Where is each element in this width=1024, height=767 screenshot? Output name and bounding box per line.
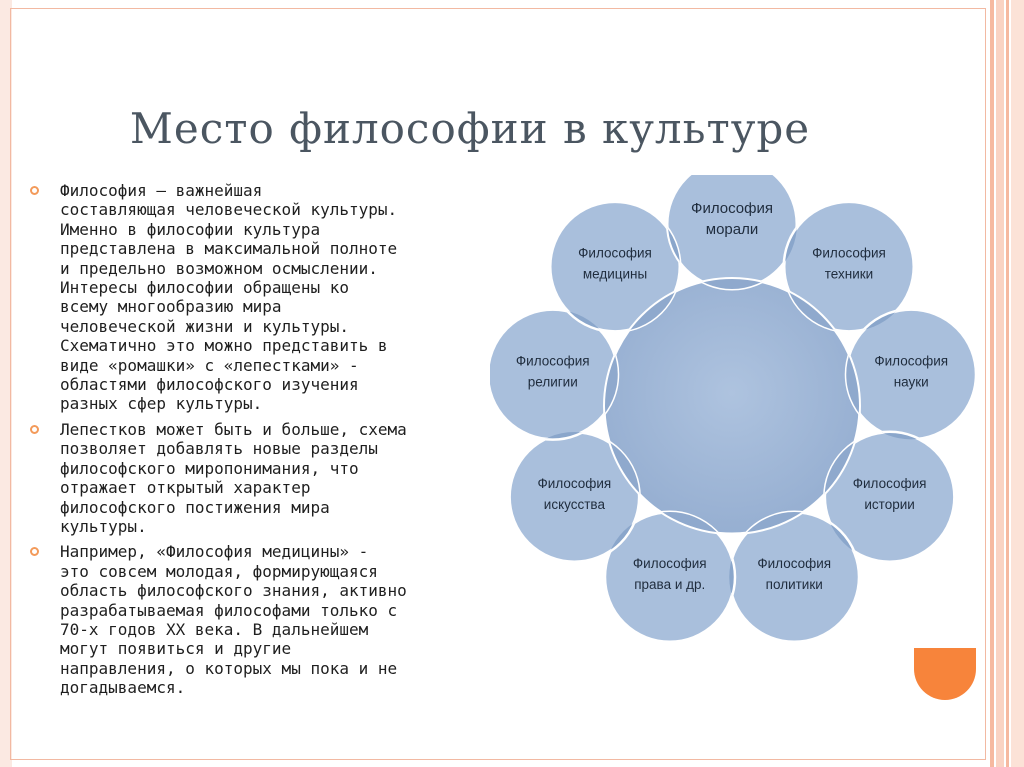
chamomile-diagram — [490, 175, 980, 655]
list-item — [30, 542, 485, 697]
petal-label: техники — [824, 266, 874, 282]
petal-label: истории — [864, 497, 915, 512]
petal-label: Философия — [691, 200, 773, 217]
list-item — [30, 420, 485, 536]
petal-label: Философия — [757, 556, 832, 572]
bullet-list — [30, 181, 485, 704]
petal-label: Философия — [537, 476, 612, 491]
petal-label: Философия — [515, 353, 590, 369]
petal-label: Философия — [852, 476, 927, 491]
petal-label: медицины — [582, 266, 648, 282]
list-item — [30, 181, 485, 414]
petal-label: Философия — [578, 245, 652, 261]
petal-label: права и др. — [634, 577, 706, 593]
petal-label: искусства — [543, 497, 605, 512]
right-stripe — [996, 0, 1004, 767]
bullet-text: Лепестков может быть и больше, схема позволяет добавлять новые разделы философского миропонимания, что отражает открытый характер философского постижения мира культуры. — [60, 419, 407, 536]
right-stripe — [1006, 0, 1009, 767]
petal-label: политики — [765, 577, 823, 593]
petal-label: морали — [705, 221, 759, 238]
petal-label: науки — [893, 374, 929, 390]
bullet-text: Например, «Философия медицины» - это совсем молодая, формирующаяся область философского знания, активно разрабатываемая философами только с 70-х годов XX века. В дальнейшем могут появиться и другие направления, о которых мы пока и не догадываемся. — [60, 542, 407, 698]
petal-label: Философия — [874, 353, 949, 369]
bullet-icon — [30, 547, 39, 556]
bullet-icon — [30, 425, 39, 434]
petal-label: религии — [527, 374, 578, 390]
petal-label: Философия — [632, 556, 707, 572]
page-title: Место философии в культуре — [129, 104, 811, 153]
right-stripe — [1011, 0, 1024, 767]
bullet-icon — [30, 186, 39, 195]
bullet-text: Философия – важнейшая составляющая человеческой культуры. Именно в философии культура представлена в максимальной полноте и предельно возможном осмыслении. Интересы философии обращены ко всему многообразию мира человеческой жизни и культуры. Схематично это можно представить в виде «ромашки» с «лепестками» - областями философского изучения разных сфер культуры. — [60, 181, 398, 414]
petal-label: Философия — [812, 245, 886, 261]
right-stripe — [990, 0, 994, 767]
